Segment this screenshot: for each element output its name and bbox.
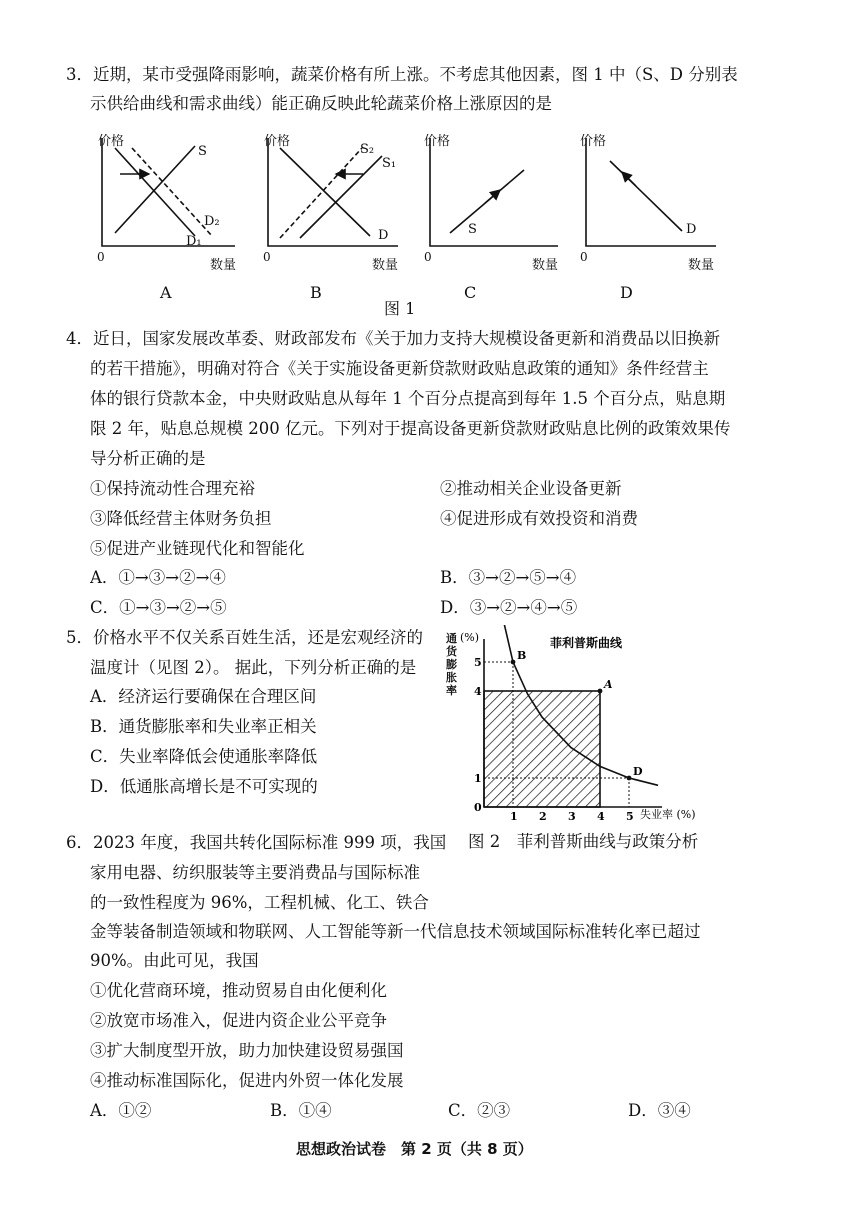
q6-stem-line-1: 6．2023 年度，我国共转化国际标准 999 项，我国	[66, 833, 447, 852]
graph-d-label: D	[620, 283, 633, 302]
shaded-policy-region	[484, 691, 600, 807]
point-b-label: B	[517, 649, 527, 662]
point-a	[598, 689, 603, 694]
graph-d-arrow	[622, 172, 636, 186]
q4-option-c[interactable]: C．①→③→②→⑤	[90, 598, 227, 617]
q5-option-c[interactable]: C．失业率降低会使通胀率降低	[90, 747, 318, 766]
chart-title: 菲利普斯曲线	[550, 636, 623, 650]
q4-item-5: ⑤促进产业链现代化和智能化	[90, 539, 305, 558]
figure-2-phillips-curve-chart	[440, 625, 720, 825]
q5-stem-line-1: 5．价格水平不仅关系百姓生活，还是宏观经济的	[66, 628, 423, 647]
graph-b-supply-s1	[300, 156, 382, 238]
q3-stem-line-1: 3．近期，某市受强降雨影响，蔬菜价格有所上涨。不考虑其他因素，图 1 中（S、D 分别表	[66, 65, 738, 84]
q6-option-b[interactable]: B．①④	[270, 1101, 332, 1120]
point-d	[627, 776, 632, 781]
graph-b-curve-d: D	[378, 228, 389, 243]
x-tick-2: 2	[539, 810, 547, 823]
graph-d-demand	[610, 161, 682, 231]
graph-a-label: A	[160, 283, 172, 302]
x-tick-4: 4	[597, 810, 605, 823]
graph-a-axes	[102, 138, 235, 246]
y-axis-unit: (%)	[460, 631, 480, 644]
graph-c-origin: 0	[424, 250, 432, 264]
y-tick-0: 0	[474, 801, 482, 814]
y-tick-1: 1	[474, 772, 482, 785]
q5-option-d[interactable]: D．低通胀高增长是不可实现的	[90, 777, 318, 796]
graph-d-axes	[586, 138, 716, 246]
graph-b-supply-s2	[280, 148, 362, 238]
y-tick-5: 5	[474, 656, 482, 669]
q6-item-4: ④推动标准国际化，促进内外贸一体化发展	[90, 1071, 404, 1090]
x-tick-3: 3	[568, 810, 576, 823]
q5-option-b[interactable]: B．通货膨胀率和失业率正相关	[90, 717, 317, 736]
graph-c-arrow	[485, 190, 500, 203]
q4-stem-line-4: 限 2 年，贴息总规模 200 亿元。下列对于提高设备更新贷款财政贴息比例的政策效果传	[90, 419, 731, 438]
figure-2-caption: 图 2 菲利普斯曲线与政策分析	[468, 832, 699, 851]
graph-b-label: B	[310, 283, 322, 302]
graph-d-x-axis-label: 数量	[688, 258, 715, 273]
y-axis-label: 通货膨胀率	[446, 632, 457, 697]
graph-c-x-axis-label: 数量	[532, 258, 559, 273]
graph-d-y-axis-label: 价格	[580, 134, 607, 149]
figure-1-supply-demand-graphs	[80, 128, 760, 308]
graph-a-demand-d1	[115, 148, 195, 236]
point-a-label: A	[604, 678, 613, 691]
q4-stem-line-1: 4．近日，国家发展改革委、财政部发布《关于加力支持大规模设备更新和消费品以旧换新	[66, 329, 720, 348]
q6-option-d[interactable]: D．③④	[628, 1101, 691, 1120]
q5-stem-line-2: 温度计（见图 2）。 据此，下列分析正确的是	[90, 658, 417, 677]
q6-stem-line-3: 的一致性程度为 96%，工程机械、化工、铁合	[90, 893, 429, 912]
graph-a-demand-d2	[132, 148, 212, 236]
q4-stem-line-2: 的若干措施》，明确对符合《关于实施设备更新贷款财政贴息政策的通知》条件经营主	[90, 359, 709, 378]
q6-option-a[interactable]: A．①②	[90, 1101, 152, 1120]
q4-item-4: ④促进形成有效投资和消费	[440, 509, 638, 528]
q6-item-1: ①优化营商环境，推动贸易自由化便利化	[90, 981, 387, 1000]
q6-item-2: ②放宽市场准入，促进内资企业公平竞争	[90, 1011, 387, 1030]
q4-item-3: ③降低经营主体财务负担	[90, 509, 272, 528]
q3-stem-line-2: 示供给曲线和需求曲线）能正确反映此轮蔬菜价格上涨原因的是	[90, 94, 552, 113]
graph-b-origin: 0	[263, 250, 271, 264]
graph-c-label: C	[464, 283, 477, 302]
q4-stem-line-3: 体的银行贷款本金，中央财政贴息从每年 1 个百分点提高到每年 1.5 个百分点，贴息期	[90, 389, 726, 408]
graph-a-y-axis-label: 价格	[98, 134, 125, 149]
graph-d	[586, 138, 716, 246]
graph-a-curve-s: S	[198, 144, 207, 159]
graph-a-curve-d2: D₂	[204, 214, 220, 229]
graph-a-origin: 0	[97, 250, 105, 264]
x-tick-1: 1	[510, 810, 518, 823]
q4-item-1: ①保持流动性合理充裕	[90, 479, 255, 498]
x-tick-5: 5	[626, 810, 634, 823]
x-axis-label: 失业率 (%)	[640, 808, 696, 821]
page-footer: 思想政治试卷 第 2 页（共 8 页）	[296, 1140, 533, 1158]
q4-item-2: ②推动相关企业设备更新	[440, 479, 622, 498]
graph-c-axes	[430, 138, 558, 246]
q4-option-d[interactable]: D．③→②→④→⑤	[440, 598, 578, 617]
graph-d-origin: 0	[580, 250, 588, 264]
q6-item-3: ③扩大制度型开放，助力加快建设贸易强国	[90, 1041, 404, 1060]
graph-b-y-axis-label: 价格	[264, 134, 291, 149]
graph-b-curve-s1: S₁	[382, 156, 397, 171]
graph-a-supply-line	[115, 146, 195, 233]
graph-b-x-axis-label: 数量	[372, 258, 399, 273]
q6-stem-line-4: 金等装备制造领域和物联网、人工智能等新一代信息技术领域国际标准转化率已超过	[90, 922, 701, 941]
q4-stem-line-5: 导分析正确的是	[90, 449, 206, 468]
q5-option-a[interactable]: A．经济运行要确保在合理区间	[90, 687, 317, 706]
graph-c-y-axis-label: 价格	[424, 134, 451, 149]
graph-a	[102, 138, 235, 246]
q6-option-c[interactable]: C．②③	[448, 1101, 511, 1120]
figure-1-caption: 图 1	[384, 299, 416, 318]
q4-option-a[interactable]: A．①→③→②→④	[90, 568, 226, 587]
q4-option-b[interactable]: B．③→②→⑤→④	[440, 568, 577, 587]
graph-c-curve-s: S	[468, 222, 477, 237]
graph-a-curve-d1: D₁	[186, 234, 202, 249]
point-d-label: D	[633, 765, 643, 778]
graph-a-x-axis-label: 数量	[210, 258, 237, 273]
point-b	[511, 660, 516, 665]
graph-b-curve-s2: S₂	[360, 142, 375, 157]
y-tick-4: 4	[474, 685, 482, 698]
q6-stem-line-5: 90%。由此可见，我国	[90, 951, 259, 970]
graph-d-curve-d: D	[686, 222, 697, 237]
graph-c	[430, 138, 558, 246]
q6-stem-line-2: 家用电器、纺织服装等主要消费品与国际标准	[90, 863, 420, 882]
